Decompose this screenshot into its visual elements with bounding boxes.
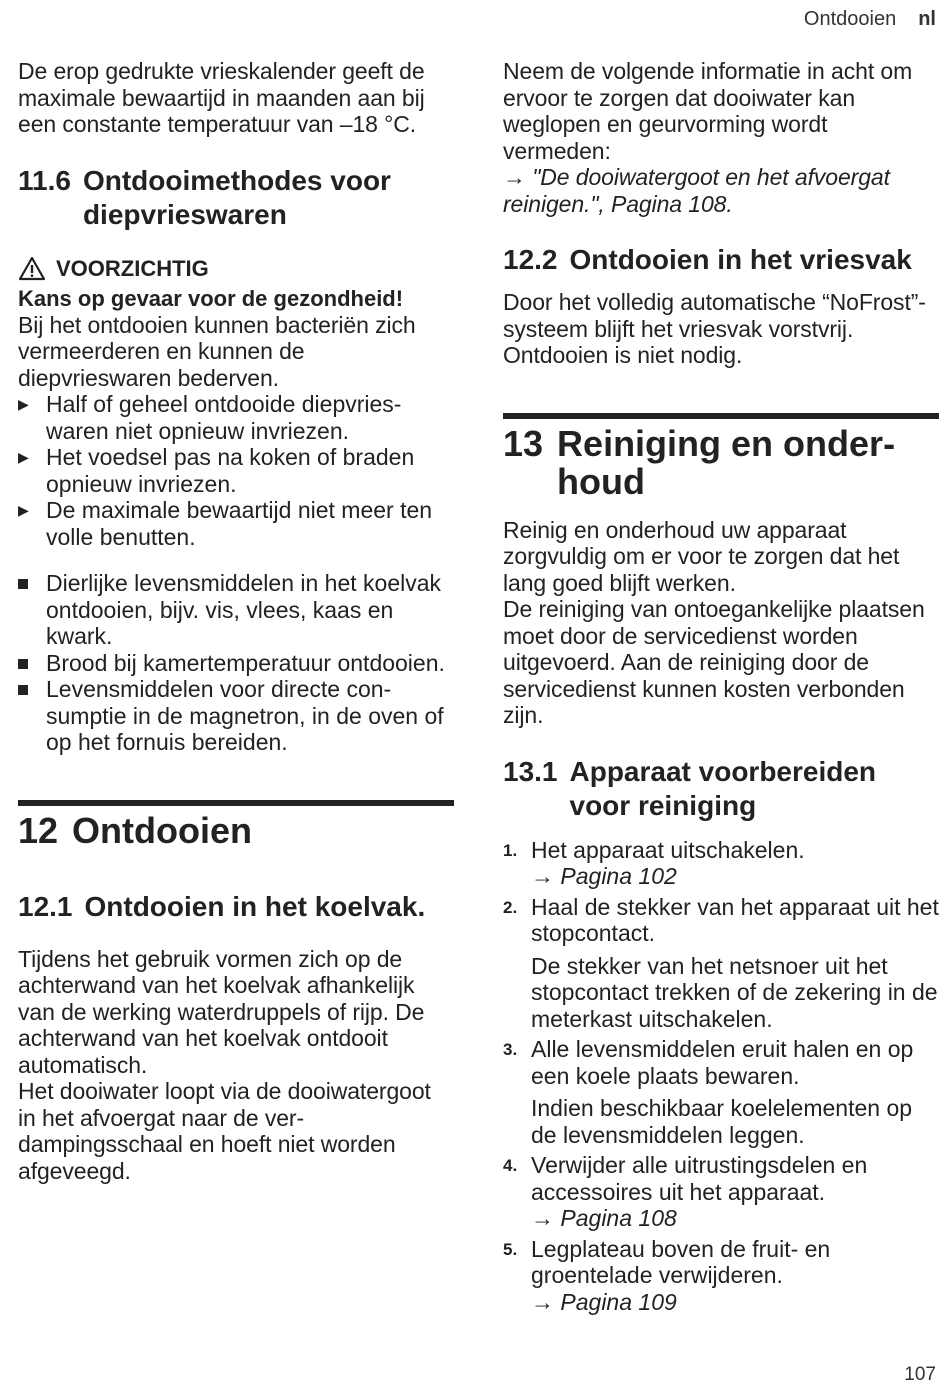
intro-paragraph: Neem de volgende informatie in acht om ervoor te zorgen dat dooiwater kan weglopen en geurvorming wordt vermeden: bbox=[503, 58, 913, 164]
heading-13-1: 13.1 Apparaat voorbereiden voor reiniging bbox=[503, 755, 877, 821]
page-reference: → Pagina 108 bbox=[531, 1205, 677, 1231]
list-item: Brood bij kamertemperatuur ontdooien. bbox=[18, 650, 454, 677]
steps-list bbox=[503, 837, 939, 1316]
heading-13-wrap bbox=[503, 413, 939, 501]
intro-paragraph: De erop gedrukte vrieskalender geeft de maximale bewaartijd in maanden aan bij een constante temperatuur van –18 °C. bbox=[18, 58, 425, 137]
paragraph: Het dooiwater loopt via de dooiwatergoot in het afvoergat naar de verdampingsschaal en hoeft niet worden afgeveegd. bbox=[18, 1078, 431, 1184]
heading-12: 12 Ontdooien bbox=[18, 809, 253, 851]
paragraph: De reiniging van ontoegankelijke plaatsen moet door de servicedienst worden uitgevoerd. Aan de reiniging door de servicedienst kunnen kosten verbonden zijn. bbox=[503, 596, 925, 728]
paragraph: Tijdens het gebruik vormen zich op de achterwand van het koelvak afhankelijk van de werking waterdruppels of rijp. De achterwand van het koelvak ontdooit automatisch. bbox=[18, 945, 425, 1078]
step-item: 2. Haal de stekker van het apparaat uit het stopcontact. De stekker van het netsnoer uit het stopcontact trekken of de zekering in de meterkast uitschakelen. bbox=[503, 893, 939, 1032]
warning-bold: Kans op gevaar voor de gezondheid! bbox=[18, 285, 404, 311]
arrow-bullet-icon: ▶ bbox=[18, 502, 29, 518]
step-item: 4. Verwijder alle uitrustingsdelen en accessoires uit het apparaat. → Pagina 108 bbox=[503, 1152, 939, 1232]
paragraph: Door het volledig automatische “NoFrost”-systeem blijft het vriesvak vorstvrij. Ontdooien is niet nodig. bbox=[503, 289, 926, 368]
page-reference: → Pagina 102 bbox=[531, 863, 677, 889]
heading-12-wrap bbox=[18, 800, 454, 850]
square-bullet-icon bbox=[18, 650, 46, 677]
arrow-bullet-icon: ▶ bbox=[18, 449, 29, 465]
list-item: ▶ Het voedsel pas na koken of braden opnieuw invriezen. bbox=[18, 444, 415, 497]
page-reference: → Pagina 109 bbox=[531, 1288, 677, 1315]
warning-triangle-icon bbox=[18, 256, 46, 281]
page-number: 107 bbox=[904, 1364, 936, 1385]
warning-label: VOORZICHTIG bbox=[56, 255, 209, 281]
right-column bbox=[503, 58, 939, 1315]
header-section: Ontdooien bbox=[803, 8, 897, 30]
step-item: 3. Alle levensmiddelen eruit halen en op een koele plaats bewaren. Indien beschikbaar koelelementen op de levensmiddelen leggen. bbox=[503, 1036, 939, 1148]
square-bullet-icon bbox=[18, 676, 46, 756]
heading-12-2: 12.2 Ontdooien in het vriesvak bbox=[503, 244, 912, 275]
list-item: ▶ Half of geheel ontdooide diepvrieswaren niet opnieuw invriezen. bbox=[18, 391, 402, 444]
cross-reference: → "De dooiwatergoot en het afvoergat reinigen.", Pagina 108. bbox=[503, 164, 890, 217]
header-lang: nl bbox=[918, 8, 936, 30]
list-item: Dierlijke levensmiddelen in het koelvak ontdooien, bijv. vis, vlees, kaas en kwark. bbox=[18, 570, 454, 650]
step-item: 1. Het apparaat uitschakelen. → Pagina 102 bbox=[503, 837, 939, 890]
list-item: Levensmiddelen voor directe consumptie in de magnetron, in de oven of op het fornuis bereiden. bbox=[18, 676, 454, 756]
step-item: 5. Legplateau boven de fruit- en groentelade verwijderen. → Pagina 109 bbox=[503, 1236, 939, 1316]
page-header bbox=[804, 8, 936, 31]
warning-text: Bij het ontdooien kunnen bacteriën zich vermeerderen en kunnen de diepvrieswaren bederven. bbox=[18, 311, 416, 391]
square-list bbox=[18, 570, 454, 756]
square-bullet-icon bbox=[18, 570, 46, 650]
left-column bbox=[18, 58, 454, 1184]
paragraph: Reinig en onderhoud uw apparaat zorgvuldig om er voor te zorgen dat het lang goed blijft werken. bbox=[503, 516, 900, 596]
heading-11-6: 11.6 Ontdooimethodes voor diepvrieswaren bbox=[18, 164, 391, 230]
warning-arrow-list bbox=[18, 391, 454, 550]
list-item: ▶ De maximale bewaartijd niet meer ten volle benutten. bbox=[18, 497, 433, 550]
warning-header bbox=[18, 256, 454, 282]
step-note: De stekker van het netsnoer uit het stopcontact trekken of de zekering in de meterkast uitschakelen. bbox=[531, 952, 938, 1032]
step-note: Indien beschikbaar koelelementen op de levensmiddelen leggen. bbox=[531, 1095, 913, 1148]
arrow-bullet-icon: ▶ bbox=[18, 396, 29, 412]
heading-13: 13 Reiniging en onderhoud bbox=[503, 422, 896, 502]
heading-12-1: 12.1 Ontdooien in het koelvak. bbox=[18, 890, 426, 922]
